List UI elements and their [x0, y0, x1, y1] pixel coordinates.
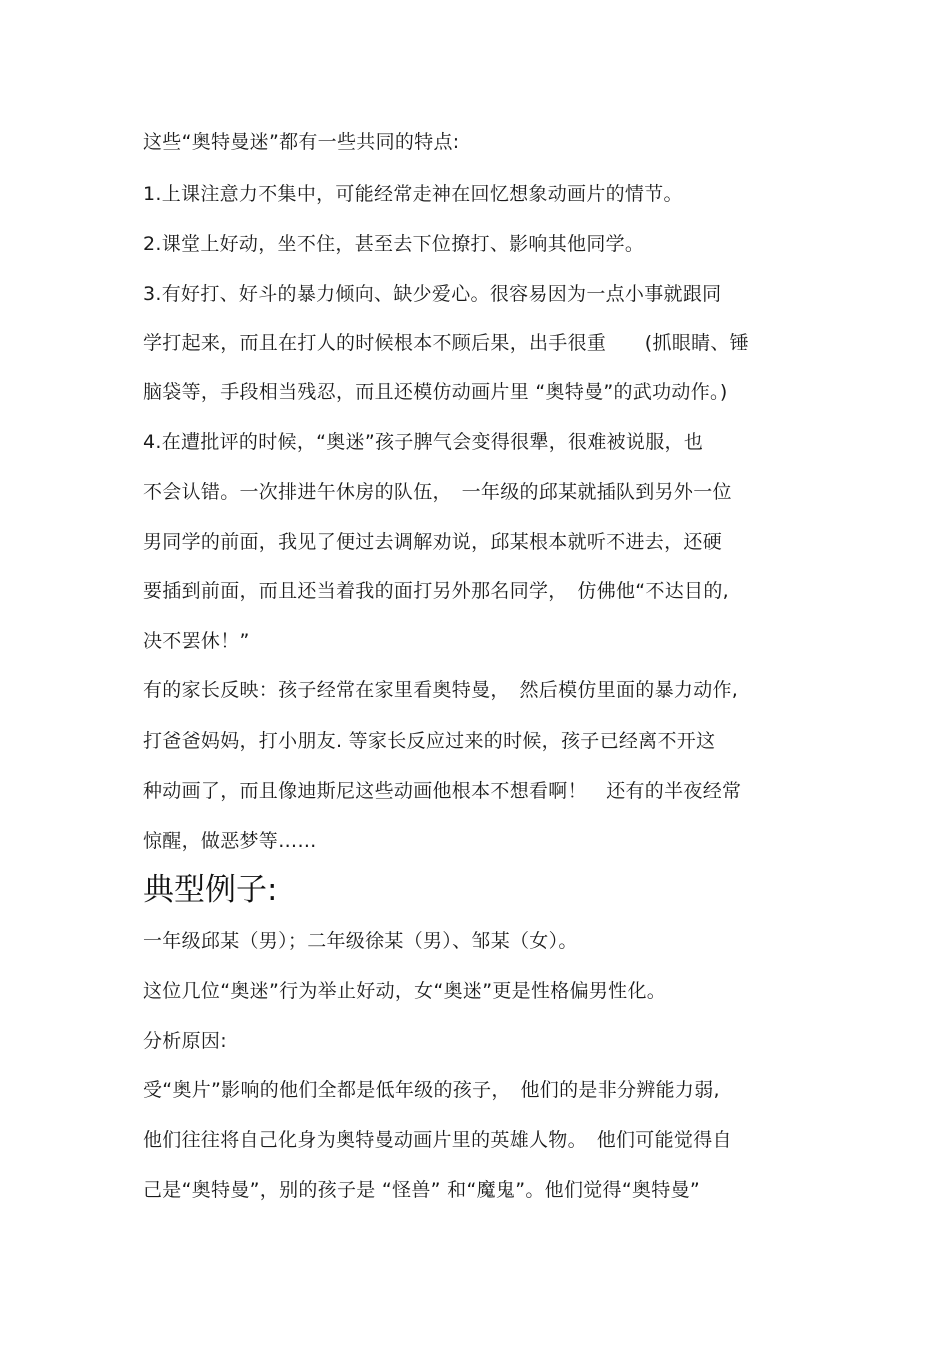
list-item-4-line-5: 决不罢休！” — [143, 630, 250, 652]
paragraph-intro: 这些“奥特曼迷”都有一些共同的特点: — [143, 131, 460, 153]
paragraph-analysis-line-1: 受“奥片”影响的他们全都是低年级的孩子， 他们的是非分辨能力弱, — [143, 1079, 720, 1101]
list-item-3-line-1: 3.有好打、好斗的暴力倾向、缺少爱心。很容易因为一点小事就跟同 — [143, 283, 722, 305]
list-item-4-line-3: 男同学的前面，我见了便过去调解劝说，邱某根本就听不进去，还硬 — [143, 531, 723, 553]
paragraph-parents-line-3: 种动画了，而且像迪斯尼这些动画他根本不想看啊！ 还有的半夜经常 — [143, 780, 742, 802]
list-item-1: 1.上课注意力不集中，可能经常走神在回忆想象动画片的情节。 — [143, 183, 683, 205]
paragraph-analysis-line-2: 他们往往将自己化身为奥特曼动画片里的英雄人物。 他们可能觉得自 — [143, 1129, 732, 1151]
subheading-analysis: 分析原因: — [143, 1030, 227, 1052]
paragraph-examples: 一年级邱某（男）；二年级徐某（男）、邹某（女）。 — [143, 930, 578, 952]
list-item-4-line-1: 4.在遭批评的时候，“奥迷”孩子脾气会变得很犟，很难被说服，也 — [143, 431, 704, 453]
list-item-4-line-4: 要插到前面，而且还当着我的面打另外那名同学， 仿佛他“不达目的, — [143, 580, 729, 602]
paragraph-behavior: 这位几位“奥迷”行为举止好动，女“奥迷”更是性格偏男性化。 — [143, 980, 667, 1002]
list-item-3-line-3: 脑袋等，手段相当残忍，而且还模仿动画片里 “奥特曼”的武功动作。) — [143, 381, 728, 403]
list-item-4-line-2: 不会认错。一次排进午休房的队伍， 一年级的邱某就插队到另外一位 — [143, 481, 732, 503]
paragraph-parents-line-4: 惊醒，做恶梦等…… — [143, 830, 317, 852]
paragraph-analysis-line-3: 己是“奥特曼”，别的孩子是 “怪兽” 和“魔鬼”。他们觉得“奥特曼” — [143, 1179, 701, 1201]
paragraph-parents-line-2: 打爸爸妈妈，打小朋友. 等家长反应过来的时候，孩子已经离不开这 — [143, 730, 716, 752]
list-item-3-line-2: 学打起来，而且在打人的时候根本不顾后果，出手很重 (抓眼睛、锤 — [143, 332, 750, 354]
paragraph-parents-line-1: 有的家长反映：孩子经常在家里看奥特曼， 然后模仿里面的暴力动作, — [143, 679, 739, 701]
list-item-2: 2.课堂上好动，坐不住，甚至去下位撩打、影响其他同学。 — [143, 233, 645, 255]
section-heading: 典型例子: — [143, 872, 278, 908]
